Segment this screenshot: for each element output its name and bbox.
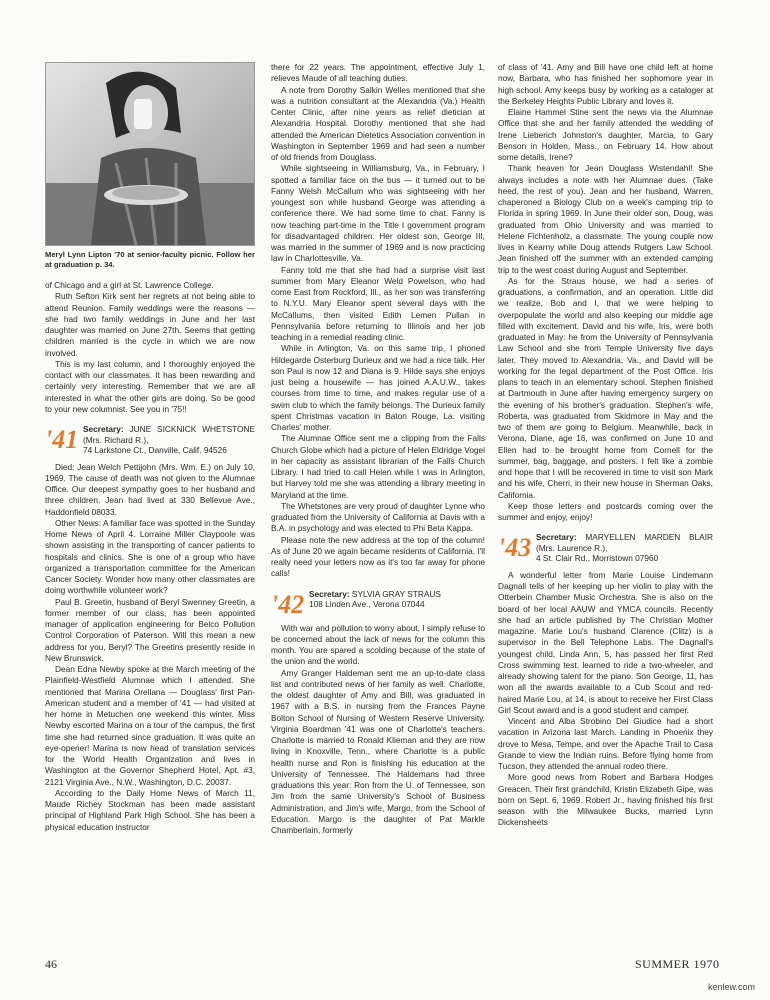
- paragraph: of Chicago and a girl at St. Lawrence College.: [45, 280, 214, 290]
- paragraph: there for 22 years. The appointment, effective July 1, relieves Maude of all teaching duties.: [271, 62, 485, 84]
- paragraph: Dean Edna Newby spoke at the March meeting of the Plainfield-Westfield Alumnae which I attended. She mentioned that Marina Orellana — Douglass' first Pan-American student and a member of '41 — had visited at her home in Metuchen one weekend this winter. Miss Newby escorted Marina on a tour of the campus, the first time she had returned since graduation. It was quite an eye-opener! Marina is now head of translation services for the World Health Organization and lives in Washington at the Governor Shepherd Hotel, Apt. #3, 2121 Virginia Ave., N.W., Washington, D.C. 20037.: [45, 664, 255, 787]
- secretary-address: 4 St. Clair Rd., Morristown 07960: [536, 553, 659, 564]
- paragraph: Keep those letters and postcards coming over the summer and enjoy, enjoy!: [498, 500, 713, 522]
- column-1: [45, 62, 255, 833]
- paragraph: Paul B. Greetin, husband of Beryl Swenney Greetin, a former member of our class, has been appointed manager of application engineering for Belco Pollution Control Corporation of Paterson. Will this mean a new address for you, Beryl? The Greetins presently reside in New Brunswick.: [45, 596, 255, 663]
- secretary-name: JUNE SICKNICK WHETSTONE (Mrs. Richard R.),: [83, 424, 255, 445]
- paragraph: of class of '41. Amy and Bill have one child left at home now, Barbara, who has finished her sophomore year in high school. Amy keeps busy by working as a cataloger at the Berkeley Heights Public Library and loves it.: [498, 62, 713, 106]
- photo-meryl-lynn-lipton: [45, 62, 255, 246]
- secretary-address: 74 Larkstone Ct., Danville, Calif. 94526: [83, 445, 227, 455]
- paragraph: This is my last column, and I thoroughly enjoyed the contact with our classmates. It has been rewarding and certainly very interesting. Remember that we are all interested in what the other girls are doing. So be good to your new columnist. See you in '75!!: [45, 358, 255, 414]
- class-year-43: '43: [498, 533, 532, 563]
- paragraph: With war and pollution to worry about, I simply refuse to be concerned about the lack of news for the column this month. You are spared a scolding because of the state of the union and the world.: [271, 622, 485, 667]
- paragraph: According to the Daily Home News of March 11, Maude Richey Stockman has been made assistant principal of Highland Park High School. She has been a physical education instructor: [45, 787, 255, 832]
- paragraph: A wonderful letter from Marie Louise Lindemann Dagnall tells of her keeping up her violin to play with the Otterbein Chamber Music Orchestra. She is also on the board of her local AAUW and YMCA councils. Recently she had an article published by The Christian Mother magazine. Marie Lou's husband Clarence (Clitz) is a supervisor in the Bell Telephone Labs. The Dagnall's youngest child, Linda Ann, 5, has passed her first Red Cross swimming test, learned to ride a two-wheeler, and already showing talent for the piano. Son George, 11, has won all the awards available to a Cub Scout and red-haired Marie Lou, at 14, is about to receive her First Class Girl Scout award and is a good student and camper.: [498, 569, 713, 715]
- paragraph: Other News: A familiar face was spotted in the Sunday Home News of April 4. Lorraine Miller Claypoole was shown assisting in the transporting of cancer patients to hospitals and clinics. She is one of a group who have organized a transportation committee for the American Cancer Society. Wonder how many other classmates are doing worthwhile volunteer work?: [45, 517, 255, 596]
- paragraph: More good news from Robert and Barbara Hodges Greacen. Their first grandchild, Kristin Elizabeth Gipe, was born on Sept. 6, 1969. Robert Jr., having finished his first season with the Milwaukee Bucks, married Lynn Dickensheets: [498, 772, 713, 828]
- secretary-label: Secretary:: [309, 588, 350, 599]
- class-year-42: '42: [271, 589, 305, 619]
- class-43-header: [498, 532, 713, 564]
- secretary-label: Secretary:: [83, 424, 124, 434]
- paragraph: As for the Straus house, we had a series of graduations, a confirmation, and an operation. Little did we realize, Bob and I, that we were helping to overpopulate the world and also keeping our middle age filled with excitement. David and his wife, Iris, were both graduated in May: he from the University of Pennsylvania Law School and she from Temple University five days later. They moved to Alexandria, Va., and David will be working for the legal department of the Post Office. Iris plans to teach in an elementary school. Stephen finished at Dartmouth in June after having emergency surgery on the evening of his brother's graduation. Stephen's wife, Roberta, was graduated from Skidmore in May and the two of them are going to Belgium. Meanwhile, back in Verona, Diane, age 16, was confirmed on June 10 and Ellen had to be brought home from Cornell for the summer, bag, baggage, and posters. I felt like a zombie and hope that I will be recovered in time to visit son Mark and his wife, Cherri, in their new house in Sherman Oaks, California.: [498, 275, 713, 500]
- paragraph: Ruth Sefton Kirk sent her regrets at not being able to attend Reunion. Family weddings were the reasons — she had two family weddings in June and her last daughter was married on June 27th. Seems that getting children married is the cycle in which we are now involved.: [45, 291, 255, 358]
- column-2: [271, 62, 485, 836]
- secretary-name: MARYELLEN MARDEN BLAIR (Mrs. Laurence R.),: [536, 532, 714, 553]
- class-41-header: [45, 424, 255, 456]
- paragraph: Fanny told me that she had had a surprise visit last summer from Mary Eleanor Weld Powelson, who had come East from Rockford, Ill., as her son was transferring to N.Y.U. Mary Eleanor spent several days with the McCallums, then visited Edith Lemen Pullan in Pennsylvania before returning to Illinois and her job teaching in a remedial reading clinic.: [271, 264, 485, 342]
- woman-drinking-photo-icon: [46, 63, 254, 245]
- paragraph: Died: Jean Welch Pettijohn (Mrs. Wm. E.) on July 10, 1969. The cause of death was not given to the Alumnae Office. Our deepest sympathy goes to her husband and three children. Jean had lived at 330 Bellevue Ave., Haddonfield 08033.: [45, 461, 255, 517]
- paragraph: Please note the new address at the top of the column! As of June 20 we again became residents of California. I'll really need your letters now as it's too far away for phone calls!: [271, 534, 485, 579]
- class-42-header: [271, 589, 485, 617]
- issue-date: SUMMER 1970: [635, 957, 720, 971]
- page-number: 46: [45, 957, 57, 971]
- paragraph: A note from Dorothy Salkin Welles mentioned that she was a nutrition consultant at the Alexandria (Va.) Health Center Clinic, after nine years as relief dietician at Alexandria Hospital. Dorothy mentioned that she had attended the American Dietetics Association convention in Washington in September 1969 and had seen a number of old friends from Douglass.: [271, 84, 485, 162]
- column-3: [498, 62, 713, 829]
- paragraph: While sightseeing in Williamsburg, Va., in February, I spotted a familiar face on the bus — it turned out to be Fanny Welsh McCallum who was sightseeing with her youngest son while husband George was attending a conference there. We had some time to chat. Fanny is now teaching part-time in the Title I government program for disadvantaged children. Her oldest son, George III, was married in the summer of 1969 and is now practicing law in Charlottesville, Va.: [271, 163, 485, 264]
- paragraph: Thank heaven for Jean Douglass Wistendahl! She always includes a note with her Alumnae dues. (Take heed, the rest of you). Jean and her husband, Warren, chaperoned a Biology Club on a week's camping trip to Florida in spring 1969. In June their older son, Doug, was graduated from Ohio University and was married to Helene Fichtenholz, a classmate. The young couple now lives in Kearny while Doug attends Rutgers Law School. Jean finished off the summer with an extended camping trip to the west coast during August and September.: [498, 163, 713, 275]
- paragraph: The Alumnae Office sent me a clipping from the Falls Church Globe which had a picture of Helen Eldridge Vogel in her capacity as assistant librarian of the Falls Church Library. I had tried to call Helen while I was in Arlington, but Harvey told me she was attending a library meeting in Maryland at the time.: [271, 433, 486, 500]
- secretary-label: Secretary:: [536, 532, 577, 543]
- paragraph: Vincent and Alba Strobino Del Giudice had a short vacation in Arizona last March. Landing in Phoenix they drove to Mesa, Tempe, and over the Apache Trail to Casa Grande to view the Indian ruins. Before flying home from Tucson, they attended the annual rodeo there.: [498, 716, 713, 771]
- paragraph: Elaine Hammel Stine sent the news via the Alumnae Office that she and her family attended the wedding of Irene Lieberich Johnston's daughter, Marcia, to Gary Benson in Holden, Mass., on February 14. How about some details, Irene?: [498, 107, 713, 162]
- paragraph: The Whetstones are very proud of daughter Lynne who graduated from the University of California at Davis with a B.A. in psychology and was elected to Phi Beta Kappa.: [271, 500, 485, 534]
- paragraph: While in Arlington, Va. on this same trip, I phoned Hildegarde Osterburg Durieux and we had a nice talk. Her son Paul is now 12 and Diana is 9. Hilde says she enjoys just being a housewife — has joined A.A.U.W., takes courses from time to time, and makes regular use of a swim club to which the family belongs. The Durieux family spent Christmas vacation in Baton Rouge, La. visiting Charles' mother.: [271, 343, 485, 432]
- class-year-41: '41: [45, 425, 79, 454]
- secretary-name: SYLVIA GRAY STRAUS: [351, 588, 441, 599]
- secretary-address: 108 Linden Ave., Verona 07044: [309, 599, 425, 609]
- paragraph: Amy Granger Haldeman sent me an up-to-date class list and contributed news of her family as well. Charlotte, the oldest daughter of Amy and Bill, was graduated in 1967 with a B.S. in nursing from the Frances Payne Bolton School of Nursing of Western Reserve University. Virginia Boardman '41 was one of Charlotte's teachers. Charlotte is married to Ronald Klieman and they are now living in Knoxville, Tenn., where Charlotte is a public health nurse and Ron is finishing his education at the University of Tennessee. The Haldemans had three graduations this year: Ron from the U. of Tennessee, son Jim from the same University's School of Business Administration, and Jim's wife, Margo, from the School of Education. Margo is the daughter of Pat Markle Chamberlain, formerly: [271, 667, 485, 835]
- photo-caption: Meryl Lynn Lipton '70 at senior-faculty picnic. Follow her at graduation p. 34.: [45, 250, 255, 269]
- watermark: kenlew.com: [708, 982, 756, 992]
